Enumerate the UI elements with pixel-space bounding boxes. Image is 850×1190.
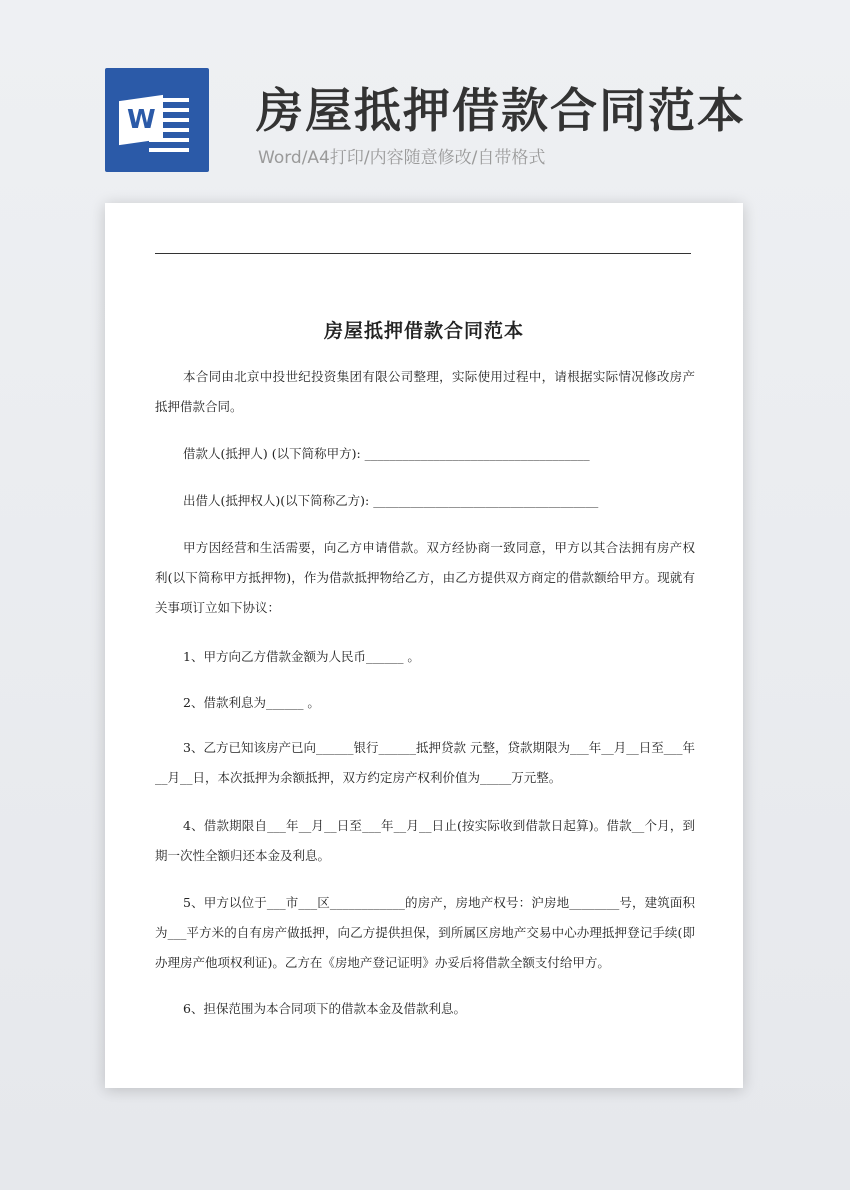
- borrower-line: 借款人(抵押人) (以下简称甲方): ____________________________________: [183, 446, 590, 461]
- header-rule: [155, 253, 691, 254]
- page-title: 房屋抵押借款合同范本: [256, 84, 746, 139]
- document-title: 房屋抵押借款合同范本: [323, 320, 524, 342]
- clause-5: 5、甲方以位于___市___区____________的房产，房地产权号：沪房地________号，建筑面积为___平方米的自有房产做抵押，向乙方提供担保，到所属区房地产交易中心办理抵押登记手续(即办理房产他项权利证)。乙方在《房地产登记证明》办妥后将借款全额支付给甲方。: [155, 895, 695, 970]
- word-letter-plate: [119, 95, 163, 145]
- clause-3: 3、乙方已知该房产已向______银行______抵押贷款 元整，贷款期限为___年__月__日至___年__月__日，本次抵押为余额抵押，双方约定房产权利价值为_____万元整。: [155, 740, 695, 785]
- word-letter: W: [126, 105, 156, 135]
- clause-4: 4、借款期限自___年__月__日至___年__月__日止(按实际收到借款日起算)。借款__个月，到期一次性全额归还本金及利息。: [155, 818, 695, 863]
- word-icon: [105, 68, 209, 172]
- intro-paragraph: 本合同由北京中投世纪投资集团有限公司整理，实际使用过程中，请根据实际情况修改房产抵押借款合同。: [155, 369, 695, 414]
- document-page: [105, 203, 743, 1088]
- clause-6: 6、担保范围为本合同项下的借款本金及借款利息。: [183, 1001, 466, 1016]
- page-subtitle: Word/A4打印/内容随意修改/自带格式: [258, 148, 546, 168]
- lender-line: 出借人(抵押权人)(以下简称乙方): ____________________________________: [183, 493, 599, 508]
- clause-1: 1、甲方向乙方借款金额为人民币______ 。: [183, 649, 420, 664]
- background-paragraph: 甲方因经营和生活需要，向乙方申请借款。双方经协商一致同意，甲方以其合法拥有房产权利(以下简称甲方抵押物)，作为借款抵押物给乙方，由乙方提供双方商定的借款额给甲方。现就有关事项订立如下协议：: [155, 540, 695, 615]
- header: [0, 0, 850, 200]
- clause-2: 2、借款利息为______ 。: [183, 695, 320, 710]
